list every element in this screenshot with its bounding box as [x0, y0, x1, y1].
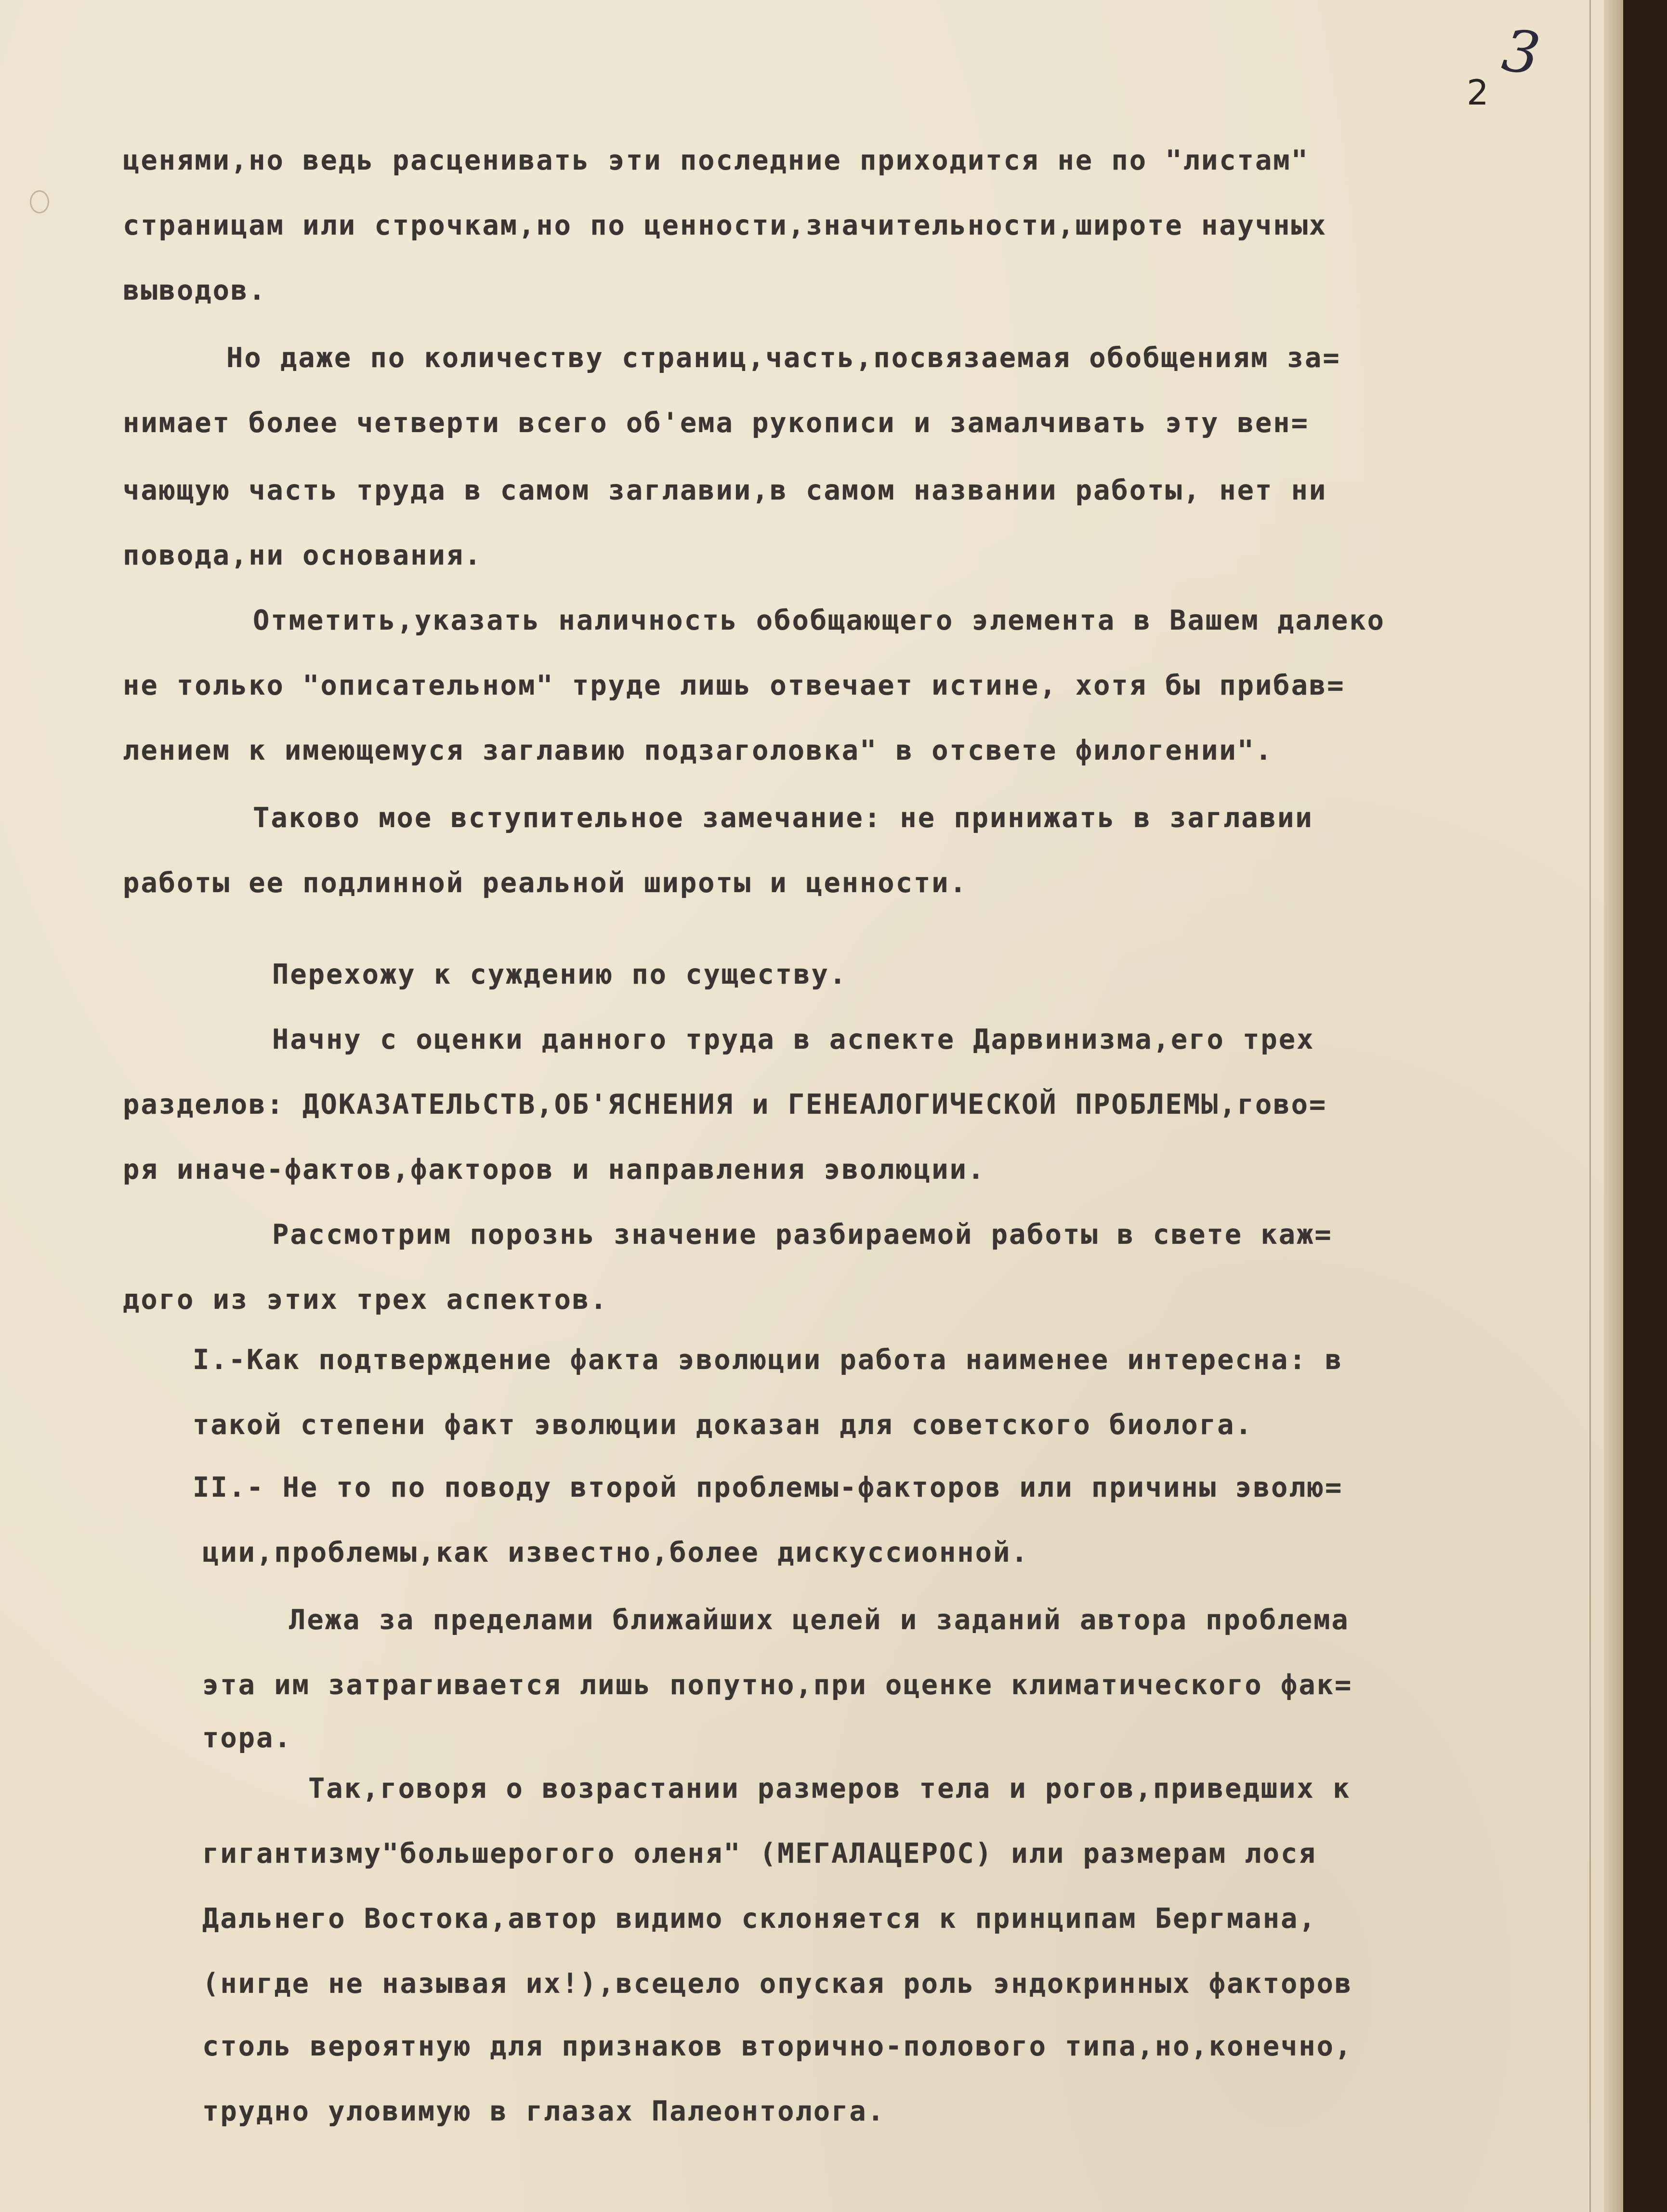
text-line: ценями,но ведь расценивать эти последние приходится не по "листам" [123, 145, 1309, 176]
text-line: II.- Не то по поводу второй проблемы-факторов или причины эволю= [193, 1472, 1343, 1503]
text-line: Отметить,указать наличность обобщающего элемента в Вашем далеко [253, 605, 1385, 636]
punch-hole [30, 190, 49, 213]
text-line: Дальнего Востока,автор видимо склоняется к принципам Бергмана, [202, 1903, 1317, 1935]
text-line: Таково мое вступительное замечание: не принижать в заглавии [253, 802, 1313, 834]
text-line: эта им затрагивается лишь попутно,при оценке климатического фак= [202, 1669, 1353, 1701]
text-line: лением к имеющемуся заглавию подзаголовка" в отсвете филогении". [123, 735, 1273, 766]
text-line: (нигде не называя их!),всецело опуская роль эндокринных факторов [202, 1968, 1353, 2000]
text-line: такой степени факт эволюции доказан для советского биолога. [193, 1409, 1253, 1441]
text-line: разделов: ДОКАЗАТЕЛЬСТВ,ОБ'ЯСНЕНИЯ и ГЕНЕАЛОГИЧЕСКОЙ ПРОБЛЕМЫ,гово= [123, 1089, 1327, 1120]
archive-page-number: 3 [1498, 17, 1544, 89]
text-line: ции,проблемы,как известно,более дискуссионной. [202, 1537, 1029, 1568]
text-line: Так,говоря о возрастании размеров тела и рогов,приведших к [308, 1773, 1351, 1804]
text-line: не только "описательном" труде лишь отвечает истине, хотя бы прибав= [123, 670, 1345, 701]
text-line: трудно уловимую в глазах Палеонтолога. [202, 2095, 886, 2127]
text-line: повода,ни основания. [123, 540, 483, 571]
text-line: чающую часть труда в самом заглавии,в самом названии работы, нет ни [123, 474, 1327, 506]
page-number: 2 [1467, 72, 1489, 113]
text-line: работы ее подлинной реальной широты и ценности. [123, 867, 968, 899]
text-line: страницам или строчкам,но по ценности,значительности,широте научных [123, 210, 1327, 241]
page-edge-shadow [1604, 0, 1623, 2212]
text-line: I.-Как подтверждение факта эволюции работа наименее интересна: в [193, 1344, 1343, 1376]
text-line: ря иначе-фактов,факторов и направления эволюции. [123, 1154, 986, 1185]
text-line: Начну с оценки данного труда в аспекте Дарвинизма,его трех [272, 1024, 1315, 1055]
text-line: нимает более четверти всего об'ема рукописи и замалчивать эту вен= [123, 407, 1309, 439]
text-line: дого из этих трех аспектов. [123, 1284, 608, 1316]
text-line: тора. [202, 1722, 292, 1754]
text-line: Лежа за пределами ближайших целей и заданий автора проблема [289, 1604, 1350, 1636]
text-line: столь вероятную для признаков вторично-полового типа,но,конечно, [202, 2030, 1353, 2062]
text-line: Но даже по количеству страниц,часть,посвязаемая обобщениям за= [226, 342, 1341, 374]
fold-line [1589, 0, 1591, 2212]
text-line: выводов. [123, 275, 267, 306]
text-line: Рассмотрим порознь значение разбираемой работы в свете каж= [272, 1219, 1333, 1251]
text-line: гигантизму"большерогого оленя" (МЕГАЛАЦЕРОС) или размерам лося [202, 1838, 1317, 1870]
text-line: Перехожу к суждению по существу. [272, 959, 848, 990]
